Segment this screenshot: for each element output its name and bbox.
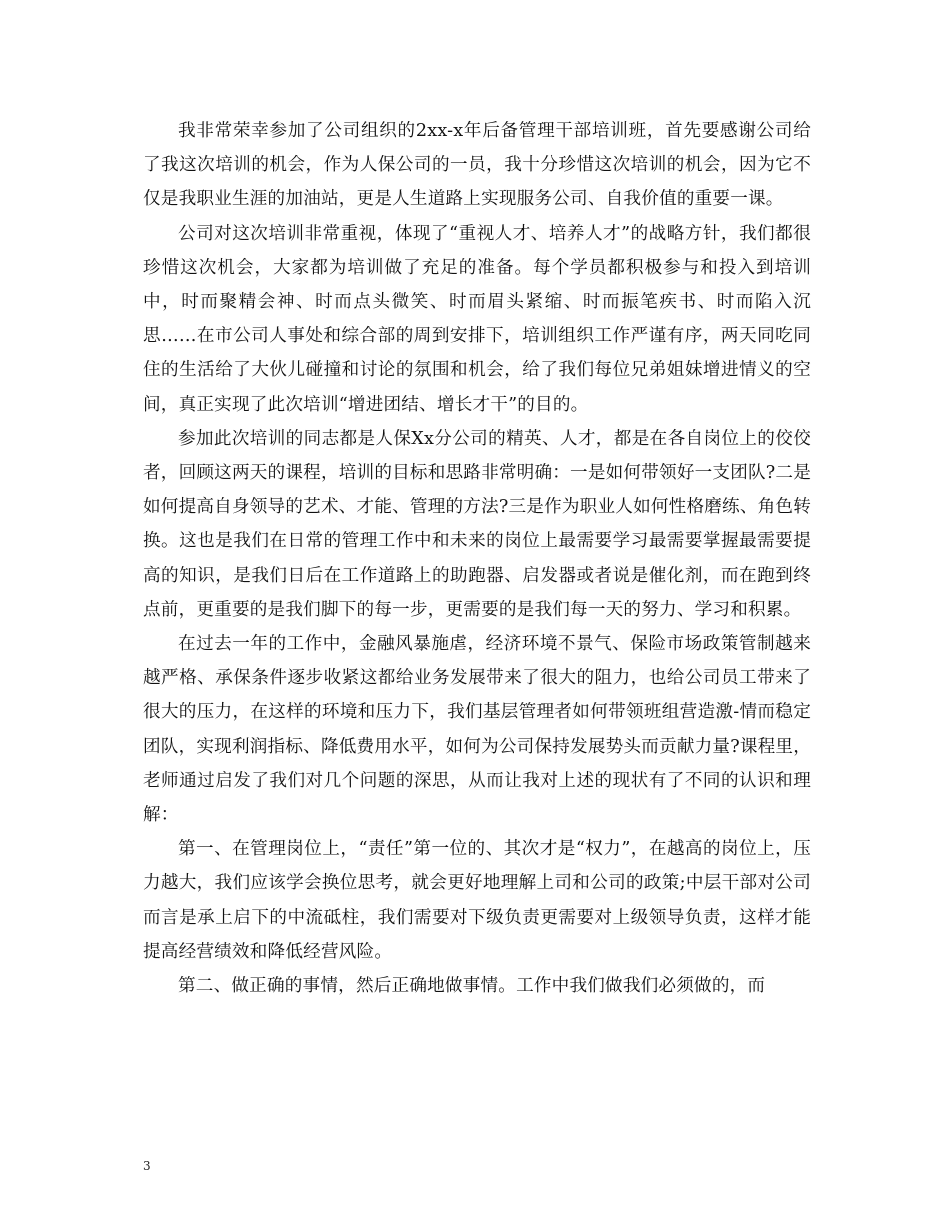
paragraph-4: 在过去一年的工作中，金融风暴施虐，经济环境不景气、保险市场政策管制越来越严格、承保条件逐步收紧这都给业务发展带来了很大的阻力，也给公司员工带来了很大的压力，在这样的环境和压力下，我们基层管理者如何带领班组营造激-情而稳定团队，实现利润指标、降低费用水平，如何为公司保持发展势头而贡献力量?课程里，老师通过启发了我们对几个问题的深思，从而让我对上述的现状有了不同的认识和理解： [143, 634, 812, 826]
page-number: 3 [143, 1159, 151, 1173]
paragraph-5: 第一、在管理岗位上，“责任”第一位的、其次才是“权力”，在越高的岗位上，压力越大，我们应该学会换位思考，就会更好地理解上司和公司的政策;中层干部对公司而言是承上启下的中流砥柱，我们需要对下级负责更需要对上级领导负责，这样才能提高经营绩效和降低经营风险。 [143, 839, 811, 962]
paragraph-3: 参加此次培训的同志都是人保Xx分公司的精英、人才，都是在各自岗位上的佼佼者，回顾这两天的课程，培训的目标和思路非常明确：一是如何带领好一支团队?二是如何提高自身领导的艺术、才能、管理的方法?三是作为职业人如何性格磨练、角色转换。这也是我们在日常的管理工作中和未来的岗位上最需要学习最需要掌握最需要提高的知识，是我们日后在工作道路上的助跑器、启发器或者说是催化剂，而在跑到终点前，更重要的是我们脚下的每一步，更需要的是我们每一天的努力、学习和积累。 [143, 428, 812, 620]
paragraph-2: 公司对这次培训非常重视，体现了“重视人才、培养人才”的战略方针，我们都很珍惜这次机会，大家都为培训做了充足的准备。每个学员都积极参与和投入到培训中，时而聚精会神、时而点头微笑、时而眉头紧缩、时而振笔疾书、时而陷入沉思……在市公司人事处和综合部的周到安排下，培训组织工作严谨有序，两天同吃同住的生活给了大伙儿碰撞和讨论的氛围和机会，给了我们每位兄弟姐妹增进情义的空间，真正实现了此次培训“增进团结、增长才干”的目的。 [143, 223, 811, 415]
document-body [143, 114, 811, 1003]
paragraph-6: 第二、做正确的事情，然后正确地做事情。工作中我们做我们必须做的，而 [178, 976, 766, 997]
paragraph-1: 我非常荣幸参加了公司组织的2xx-x年后备管理干部培训班，首先要感谢公司给了我这次培训的机会，作为人保公司的一员，我十分珍惜这次培训的机会，因为它不仅是我职业生涯的加油站，更是人生道路上实现服务公司、自我价值的重要一课。 [143, 121, 811, 210]
